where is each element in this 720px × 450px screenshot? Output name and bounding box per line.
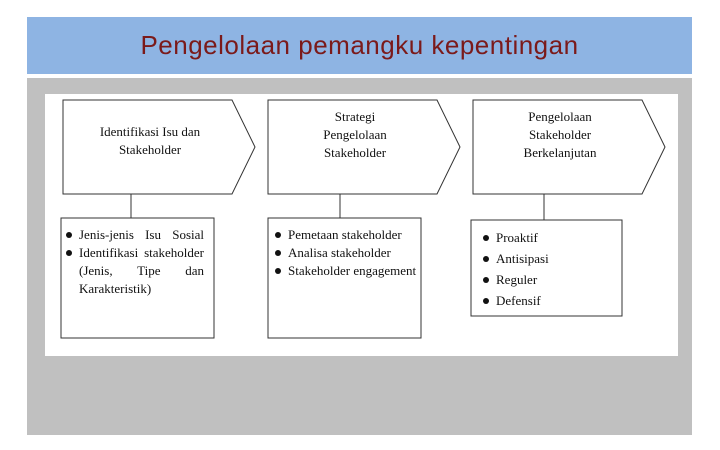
list-item: Reguler xyxy=(481,271,611,289)
stage-2-heading-line: Stakeholder xyxy=(323,145,387,160)
slide-title: Pengelolaan pemangku kepentingan xyxy=(140,30,579,60)
list-item: Stakeholder engagement xyxy=(273,262,419,280)
stage-3-heading-line: Pengelolaan xyxy=(528,109,592,124)
list-item: Proaktif xyxy=(481,229,611,247)
stage-1-heading-line: Stakeholder xyxy=(118,142,182,157)
stage-2-heading xyxy=(280,108,430,162)
title-bar xyxy=(27,17,692,74)
stage-2-heading-line: Pengelolaan xyxy=(323,127,387,142)
list-item: Jenis-jenis Isu Sosial xyxy=(64,226,204,244)
stage-2-list xyxy=(273,226,419,280)
stage-1-heading-line: Identifikasi Isu dan xyxy=(99,124,201,139)
stage-2-heading-line: Strategi xyxy=(334,109,376,124)
list-item: Pemetaan stakeholder xyxy=(273,226,419,244)
stage-3-list xyxy=(481,229,611,313)
stage-3-heading xyxy=(485,108,635,162)
stage-1-heading xyxy=(75,123,225,159)
title-divider xyxy=(27,74,692,78)
list-item: Defensif xyxy=(481,292,611,310)
list-item: Identifikasi stakeholder (Jenis, Tipe dan Karakteristik) xyxy=(64,244,204,298)
list-item: Analisa stakeholder xyxy=(273,244,419,262)
stage-3-heading-line: Stakeholder xyxy=(528,127,592,142)
stage-3-heading-line: Berkelanjutan xyxy=(523,145,597,160)
list-item: Antisipasi xyxy=(481,250,611,268)
stage-1-list xyxy=(64,226,204,298)
diagram-panel xyxy=(45,94,678,356)
